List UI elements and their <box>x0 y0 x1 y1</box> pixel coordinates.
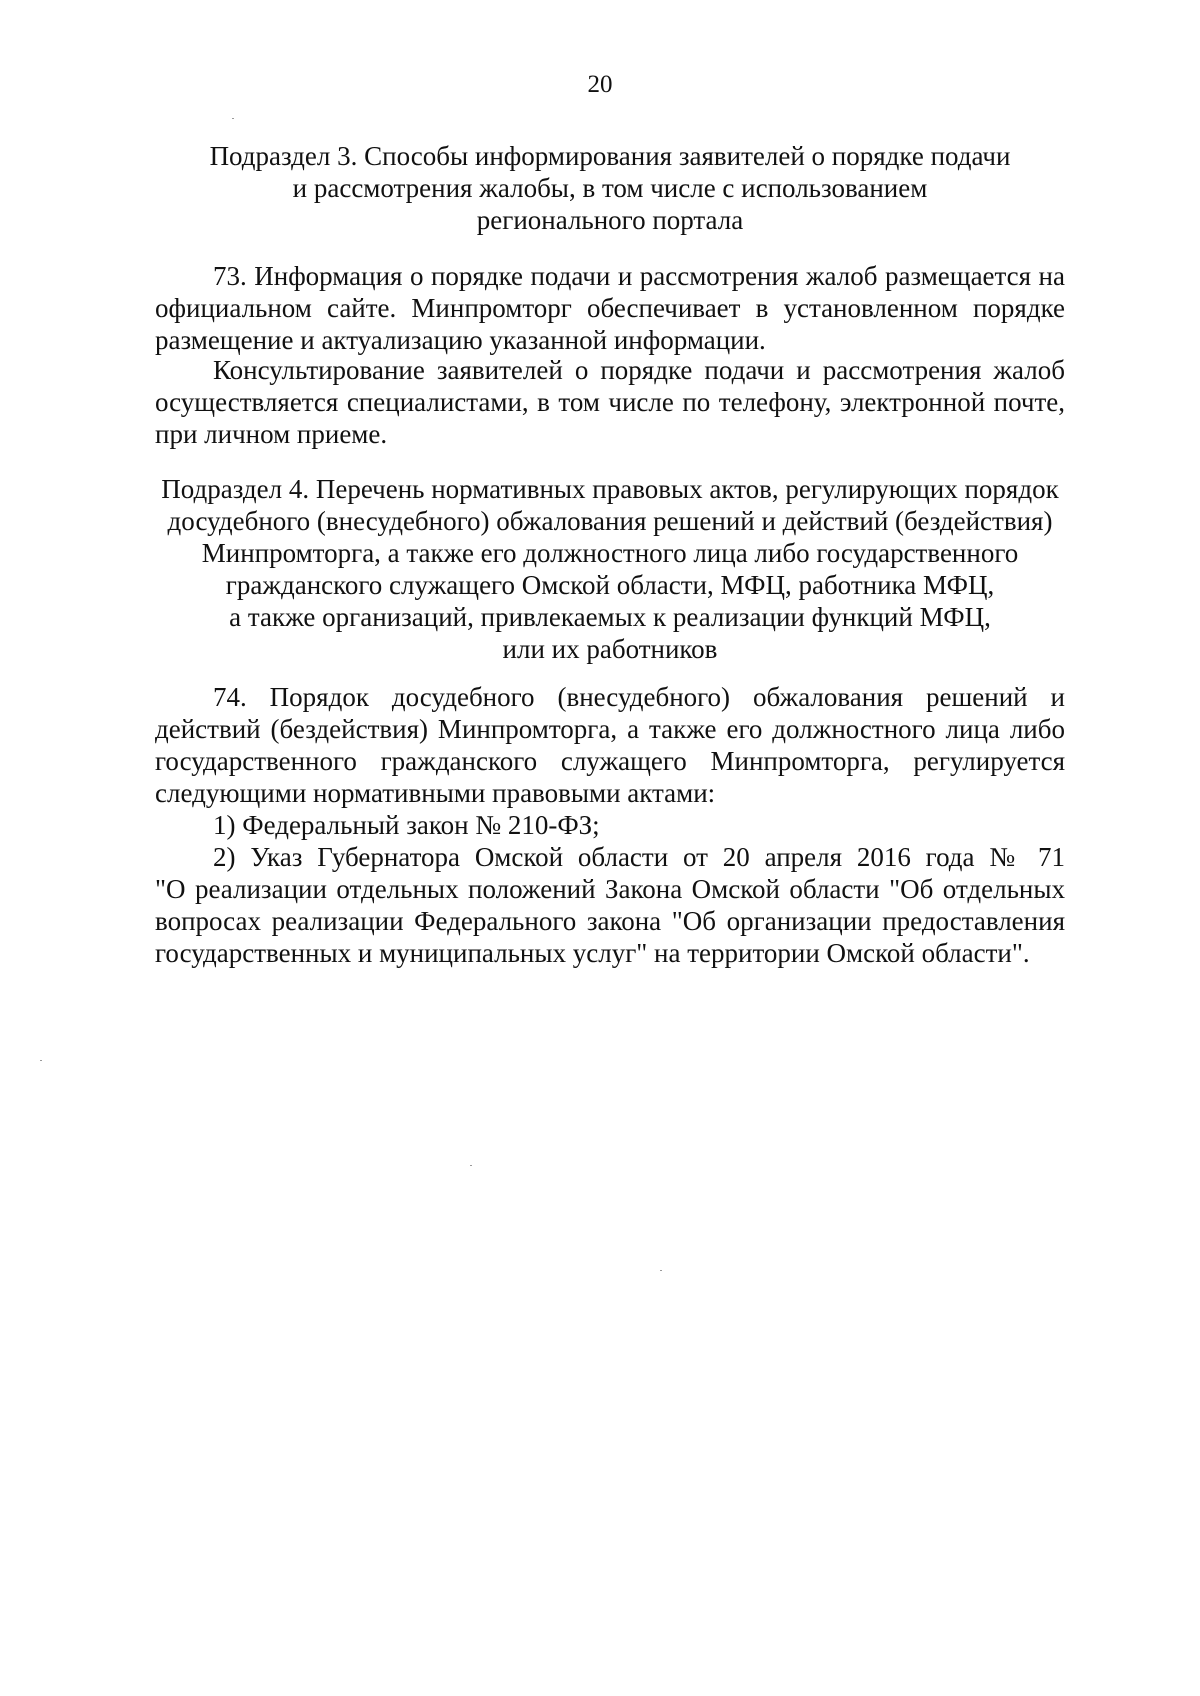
heading-line: а также организаций, привлекаемых к реализации функций МФЦ, <box>229 602 991 632</box>
paragraph-line: при личном приеме. <box>155 419 388 449</box>
paragraph-line: "О реализации отдельных положений Закона Омской области "Об отдельных <box>155 874 1065 904</box>
scan-speck <box>470 1165 472 1166</box>
heading-line: Подраздел 4. Перечень нормативных правовых актов, регулирующих порядок <box>161 474 1059 504</box>
paragraph-73 <box>155 260 1065 356</box>
subsection-4-heading <box>150 473 1070 665</box>
paragraph-line: осуществляется специалистами, в том числе по телефону, электронной почте, <box>155 387 1065 417</box>
heading-line: Минпромторга, а также его должностного лица либо государственного <box>201 538 1019 568</box>
paragraph-line: 2) Указ Губернатора Омской области от 20 апреля 2016 года № 71 <box>213 842 1065 872</box>
subsection-3-heading <box>150 140 1070 236</box>
heading-line: или их работников <box>502 634 718 664</box>
paragraph-line: 1) Федеральный закон № 210-ФЗ; <box>213 810 600 840</box>
page-number: 20 <box>587 71 613 98</box>
paragraph-line: размещение и актуализацию указанной информации. <box>155 325 766 355</box>
paragraph-line: государственного гражданского служащего Минпромторга, регулируется <box>155 746 1065 776</box>
scan-speck <box>40 1060 42 1061</box>
list-item-1 <box>155 809 1065 841</box>
scan-speck <box>232 118 234 119</box>
paragraph-line: действий (бездействия) Минпромторга, а также его должностного лица либо <box>155 714 1065 744</box>
list-item-2 <box>155 841 1065 969</box>
paragraph-line: официальном сайте. Минпромторг обеспечивает в установленном порядке <box>155 293 1065 323</box>
paragraph-line: следующими нормативными правовыми актами: <box>155 778 716 808</box>
scan-speck <box>660 1270 662 1271</box>
heading-line: регионального портала <box>476 205 744 235</box>
paragraph-line: 73. Информация о порядке подачи и рассмотрения жалоб размещается на <box>213 261 1065 291</box>
heading-line: досудебного (внесудебного) обжалования решений и действий (бездействия) <box>167 506 1053 536</box>
paragraph-line: 74. Порядок досудебного (внесудебного) обжалования решений и <box>213 682 1065 712</box>
paragraph-line: Консультирование заявителей о порядке подачи и рассмотрения жалоб <box>213 355 1065 385</box>
heading-line: и рассмотрения жалобы, в том числе с использованием <box>292 173 928 203</box>
paragraph-line: государственных и муниципальных услуг" на территории Омской области". <box>155 938 1030 968</box>
heading-line: гражданского служащего Омской области, МФЦ, работника МФЦ, <box>225 570 995 600</box>
paragraph-74 <box>155 681 1065 809</box>
paragraph-consultation <box>155 354 1065 450</box>
paragraph-line: вопросах реализации Федерального закона "Об организации предоставления <box>155 906 1065 936</box>
heading-line: Подраздел 3. Способы информирования заявителей о порядке подачи <box>209 141 1011 171</box>
